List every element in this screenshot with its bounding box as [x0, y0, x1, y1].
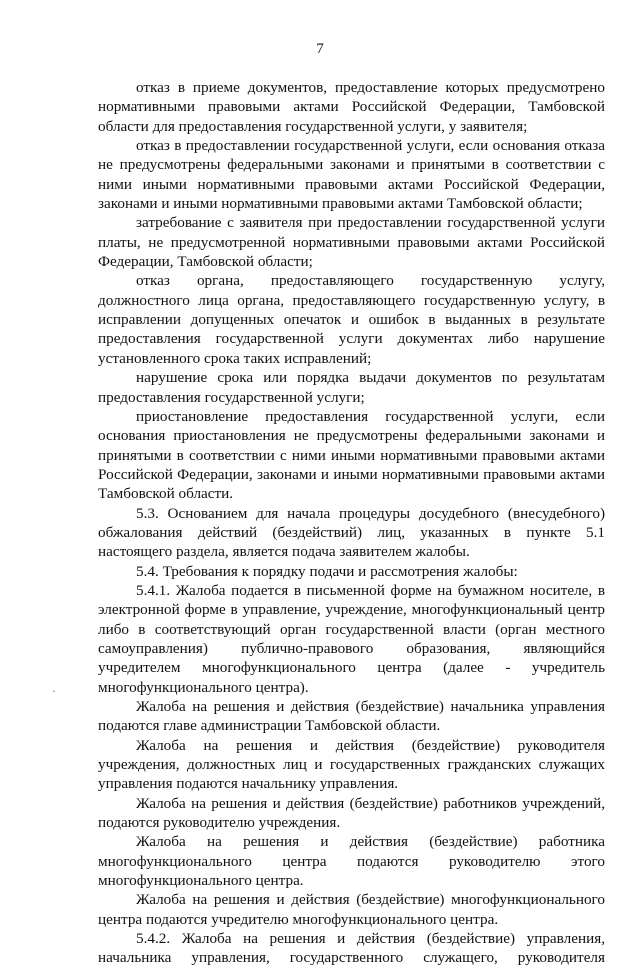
text-line: Жалоба на решения и действия (бездействие) руководителя: [136, 736, 605, 754]
text-line: нарушение срока или порядка выдачи документов по результатам: [136, 369, 605, 387]
text-line: Федерации, Тамбовской области;: [98, 253, 313, 271]
paragraph-p2: [98, 136, 605, 213]
text-line: предоставления государственной услуги;: [98, 388, 365, 406]
text-line: многофункционального центра).: [98, 678, 309, 696]
text-line: 5.4.1. Жалоба подается в письменной форме на бумажном носителе, в: [136, 581, 605, 599]
text-line: управления подаются начальнику управления.: [98, 775, 399, 793]
paragraph-p7: [98, 504, 605, 562]
text-line: Жалоба на решения и действия (бездействие) многофункционального: [136, 891, 605, 909]
paragraph-p3: [98, 213, 605, 271]
paragraph-p9: [98, 581, 605, 697]
document-body: [98, 78, 605, 968]
margin-mark: ·: [52, 684, 56, 698]
text-line: Жалоба на решения и действия (бездействие) работника: [136, 833, 605, 851]
text-line: самоуправления) публично-правового образования, являющийся: [98, 639, 605, 657]
paragraph-p12: [98, 794, 605, 833]
paragraph-p6: [98, 407, 605, 504]
text-line: Жалоба на решения и действия (бездействие) начальника управления: [136, 698, 605, 715]
text-line: центра подаются учредителю многофункционального центра.: [98, 910, 499, 928]
text-line: Российской Федерации, законами и иными нормативными правовыми актами: [98, 465, 605, 483]
text-line: ними иными нормативными правовыми актами Российской Федерации,: [98, 175, 605, 193]
text-line: законами и иными нормативными правовыми актами Тамбовской области;: [98, 195, 583, 213]
paragraph-p1: [98, 78, 605, 136]
text-line: 5.4. Требования к порядку подачи и рассмотрения жалобы:: [136, 562, 518, 580]
text-line: многофункционального центра.: [98, 872, 304, 890]
text-line: обжалования действий (бездействий) лиц, указанных в пункте 5.1: [98, 523, 605, 541]
text-line: подаются главе администрации Тамбовской области.: [98, 717, 441, 735]
paragraph-p15: [98, 929, 605, 968]
text-line: Жалоба на решения и действия (бездействие) работников учреждений,: [136, 794, 605, 812]
text-line: установленного срока таких исправлений;: [98, 349, 372, 367]
text-line: основания приостановления не предусмотрены федеральными законами и: [98, 427, 605, 445]
text-line: затребование с заявителя при предоставлении государственной услуги: [136, 214, 605, 232]
text-line: отказ в приеме документов, предоставление которых предусмотрено: [136, 79, 605, 96]
paragraph-p14: [98, 890, 605, 929]
text-line: учреждения, должностных лиц и государственных гражданских служащих: [98, 756, 605, 774]
text-line: многофункционального центра подаются руководителю этого: [98, 852, 605, 870]
paragraph-p5: [98, 368, 605, 407]
text-line: предоставления государственной услуги документах либо нарушение: [98, 330, 605, 348]
paragraph-p10: [98, 697, 605, 736]
text-line: настоящего раздела, является подача заявителем жалобы.: [98, 543, 470, 561]
page-number: 7: [316, 41, 324, 57]
text-line: не предусмотрены федеральными законами и принятыми в соответствии с: [98, 156, 605, 174]
text-line: Тамбовской области.: [98, 485, 234, 503]
text-line: 5.4.2. Жалоба на решения и действия (бездействие) управления,: [136, 930, 605, 948]
text-line: области для предоставления государственной услуги, у заявителя;: [98, 117, 528, 135]
text-line: принятыми в соответствии с ними иными нормативными правовыми актами: [98, 446, 605, 464]
text-line: платы, не предусмотренной нормативными правовыми актами Российской: [98, 233, 605, 251]
text-line: учредителем многофункционального центра (далее - учредитель: [98, 659, 605, 677]
paragraph-p8: [98, 562, 605, 581]
text-line: электронной форме в управление, учреждение, многофункциональный центр: [98, 601, 605, 619]
text-line: либо в соответствующий орган государственной власти (орган местного: [98, 620, 605, 638]
text-line: нормативными правовыми актами Российской Федерации, Тамбовской: [98, 98, 605, 116]
paragraph-p13: [98, 832, 605, 890]
text-line: 5.3. Основанием для начала процедуры досудебного (внесудебного): [136, 504, 605, 522]
text-line: отказ органа, предоставляющего государственную услугу,: [136, 272, 605, 290]
paragraph-p4: [98, 271, 605, 368]
text-line: исправлении допущенных опечаток и ошибок в выданных в результате: [98, 311, 605, 329]
text-line: приостановление предоставления государственной услуги, если: [136, 407, 605, 425]
text-line: отказ в предоставлении государственной услуги, если основания отказа: [136, 137, 605, 155]
text-line: подаются руководителю учреждения.: [98, 814, 341, 832]
text-line: начальника управления, государственного служащего, руководителя: [98, 949, 605, 967]
paragraph-p11: [98, 736, 605, 794]
text-line: должностного лица органа, предоставляющего государственную услугу, в: [98, 291, 605, 309]
